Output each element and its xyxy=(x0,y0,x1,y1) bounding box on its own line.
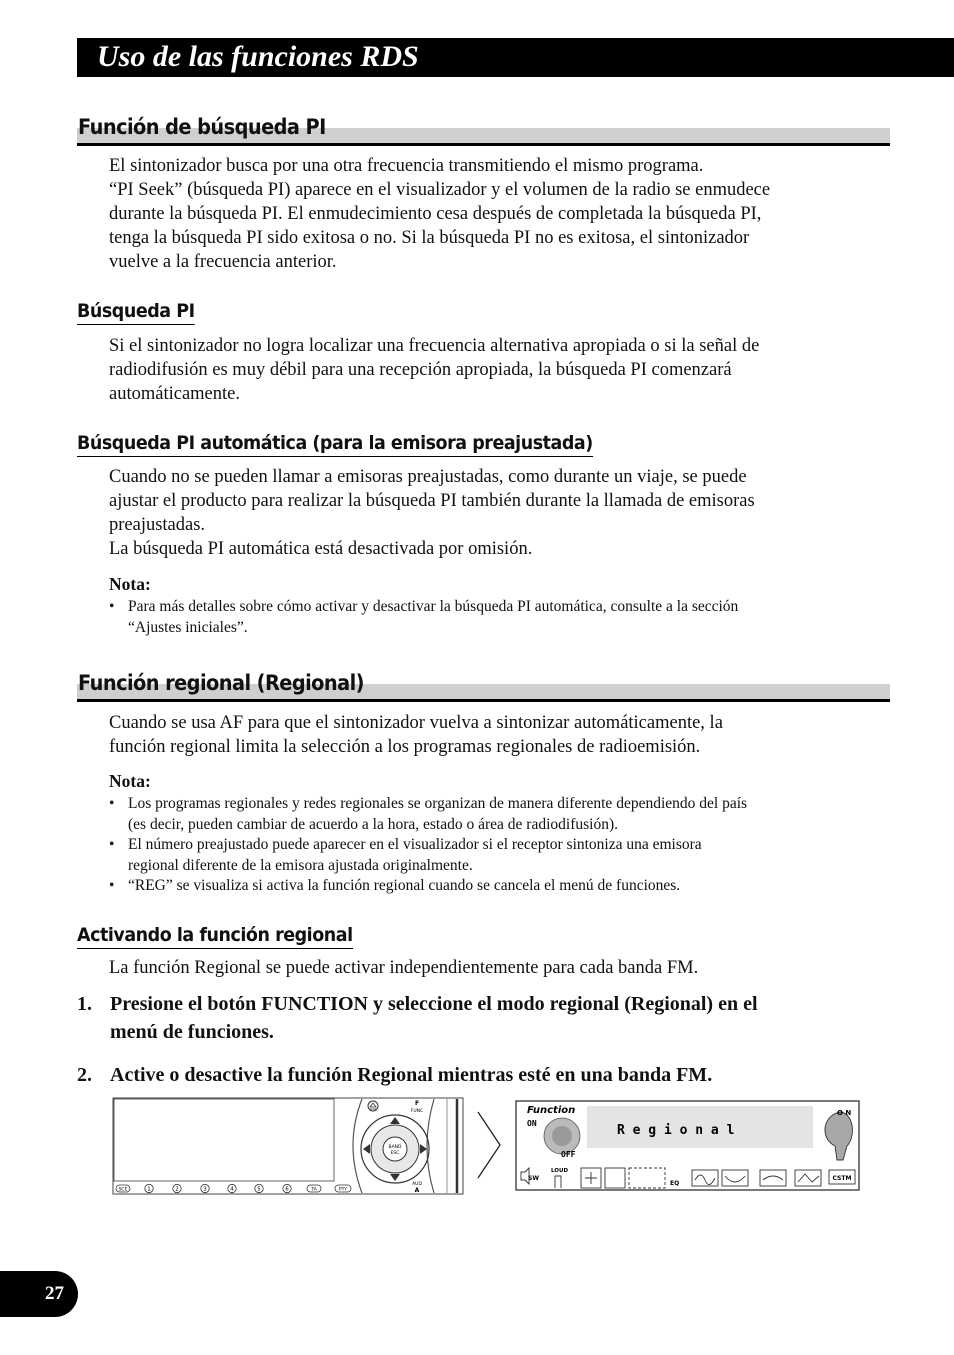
text-line: tenga la búsqueda PI sido exitosa o no. Si la búsqueda PI no es exitosa, el sintonizador xyxy=(109,228,750,248)
text-line: Para más detalles sobre cómo activar y desactivar la búsqueda PI automática, consulte a la sección xyxy=(128,598,739,615)
sce-label: SCE xyxy=(118,1187,128,1193)
note-bullet: • El número preajustado puede aparecer en el visualizador si el receptor sintoniza una emisora regional diferente de la emisora ajustada originalmente. xyxy=(109,834,869,876)
page-number-tab xyxy=(0,1271,78,1317)
text-line: regional diferente de la emisora ajustada originalmente. xyxy=(128,857,473,874)
text-line: Cuando no se pueden llamar a emisoras preajustadas, como durante un viaje, se puede xyxy=(109,467,747,487)
cstm-label: CSTM xyxy=(832,1175,852,1182)
preset-3-label: 3 xyxy=(203,1186,207,1193)
note-bullet: • Los programas regionales y redes regionales se organizan de manera diferente dependiendo del país (es decir, pueden cambiar de acuerdo a la hora, estado o área de radiodifusión). xyxy=(109,793,869,835)
func-label: FUNC xyxy=(410,1109,424,1114)
head-unit-illustration xyxy=(112,1097,466,1197)
step-1 xyxy=(77,990,867,1046)
ta-label: TA xyxy=(311,1187,317,1193)
f-label: F xyxy=(414,1100,420,1107)
on-right-label: O N xyxy=(837,1109,852,1117)
text-line: (es decir, pueden cambiar de acuerdo a la hora, estado o área de radiodifusión). xyxy=(128,816,618,833)
subsection-heading-busqueda-pi: Búsqueda PI xyxy=(77,300,195,325)
display-illustration xyxy=(515,1100,861,1192)
text-line: preajustadas. xyxy=(109,515,206,535)
text-line: “PI Seek” (búsqueda PI) aparece en el visualizador y el volumen de la radio se enmudece xyxy=(109,180,771,200)
text-line: menú de funciones. xyxy=(110,1021,274,1043)
text-line: La función Regional se puede activar independientemente para cada banda FM. xyxy=(109,958,699,978)
paragraph-activating xyxy=(109,956,869,980)
text-line: Active o desactive la función Regional mientras esté en una banda FM. xyxy=(110,1064,713,1086)
text-line: función regional limita la selección a los programas regionales de radioemisión. xyxy=(109,737,701,757)
text-line: vuelve a la frecuencia anterior. xyxy=(109,252,337,272)
pty-label: PTY xyxy=(338,1187,348,1193)
section-heading-pi-search xyxy=(77,112,890,148)
paragraph-pi-search xyxy=(109,154,869,274)
text-line: El número preajustado puede aparecer en el visualizador si el receptor sintoniza una emisora xyxy=(128,836,702,853)
regional-display-text: R e g i o n a l xyxy=(617,1123,735,1138)
text-line: “REG” se visualiza si activa la función regional cuando se cancela el menú de funciones. xyxy=(128,877,681,894)
preset-2-label: 2 xyxy=(175,1186,179,1193)
text-line: automáticamente. xyxy=(109,384,240,404)
band-label: BAND xyxy=(388,1145,402,1150)
note-bullet: • Para más detalles sobre cómo activar y desactivar la búsqueda PI automática, consulte a la sección “Ajustes iniciales”. xyxy=(109,596,869,638)
arrow-right-icon xyxy=(474,1110,504,1180)
aud-label: AUD xyxy=(412,1182,422,1187)
section-title: Función de búsqueda PI xyxy=(78,115,326,139)
step-number: 2. xyxy=(77,1064,92,1086)
chapter-banner xyxy=(77,38,954,77)
paragraph-auto-pi xyxy=(109,465,869,561)
chapter-title: Uso de las funciones RDS xyxy=(97,40,419,73)
text-line: Si el sintonizador no logra localizar una frecuencia alternativa apropiada o si la señal de xyxy=(109,336,760,356)
preset-1-label: 1 xyxy=(147,1186,151,1193)
step-2 xyxy=(77,1061,867,1089)
paragraph-regional xyxy=(109,711,869,759)
paragraph-busqueda-pi xyxy=(109,334,869,406)
sw-label: SW xyxy=(528,1175,539,1182)
a-label: A xyxy=(414,1187,420,1194)
preset-4-label: 4 xyxy=(230,1186,234,1193)
section-heading-regional xyxy=(77,668,890,704)
note-label: Nota: xyxy=(109,771,151,791)
text-line: El sintonizador busca por una otra frecuencia transmitiendo el mismo programa. xyxy=(109,156,704,176)
note-label: Nota: xyxy=(109,574,151,594)
esc-label: ESC xyxy=(390,1151,400,1156)
preset-6-label: 6 xyxy=(285,1186,289,1193)
text-line: Cuando se usa AF para que el sintonizador vuelva a sintonizar automáticamente, la xyxy=(109,713,723,733)
function-label: Function xyxy=(527,1105,576,1116)
text-line: Presione el botón FUNCTION y seleccione el modo regional (Regional) en el xyxy=(110,993,758,1015)
eq-label: EQ xyxy=(670,1180,680,1187)
section-title: Función regional (Regional) xyxy=(78,671,364,695)
text-line: durante la búsqueda PI. El enmudecimiento cesa después de completada la búsqueda PI, xyxy=(109,204,762,224)
text-line: radiodifusión es muy débil para una recepción apropiada, la búsqueda PI comenzará xyxy=(109,360,732,380)
on-label: ON xyxy=(527,1119,537,1128)
text-line: ajustar el producto para realizar la búsqueda PI también durante la llamada de emisoras xyxy=(109,491,755,511)
note-bullet: • “REG” se visualiza si activa la función regional cuando se cancela el menú de funciones. xyxy=(109,875,869,896)
text-line: La búsqueda PI automática está desactivada por omisión. xyxy=(109,539,533,559)
subsection-heading-auto-pi: Búsqueda PI automática (para la emisora preajustada) xyxy=(77,432,593,457)
text-line: “Ajustes iniciales”. xyxy=(128,619,248,636)
subsection-heading-activating: Activando la función regional xyxy=(77,924,353,949)
loud-label: LOUD xyxy=(551,1168,569,1174)
step-number: 1. xyxy=(77,993,92,1015)
preset-5-label: 5 xyxy=(257,1186,261,1193)
page-number: 27 xyxy=(45,1283,64,1304)
text-line: Los programas regionales y redes regionales se organizan de manera diferente dependiendo del país xyxy=(128,795,748,812)
off-label: OFF xyxy=(561,1150,576,1159)
